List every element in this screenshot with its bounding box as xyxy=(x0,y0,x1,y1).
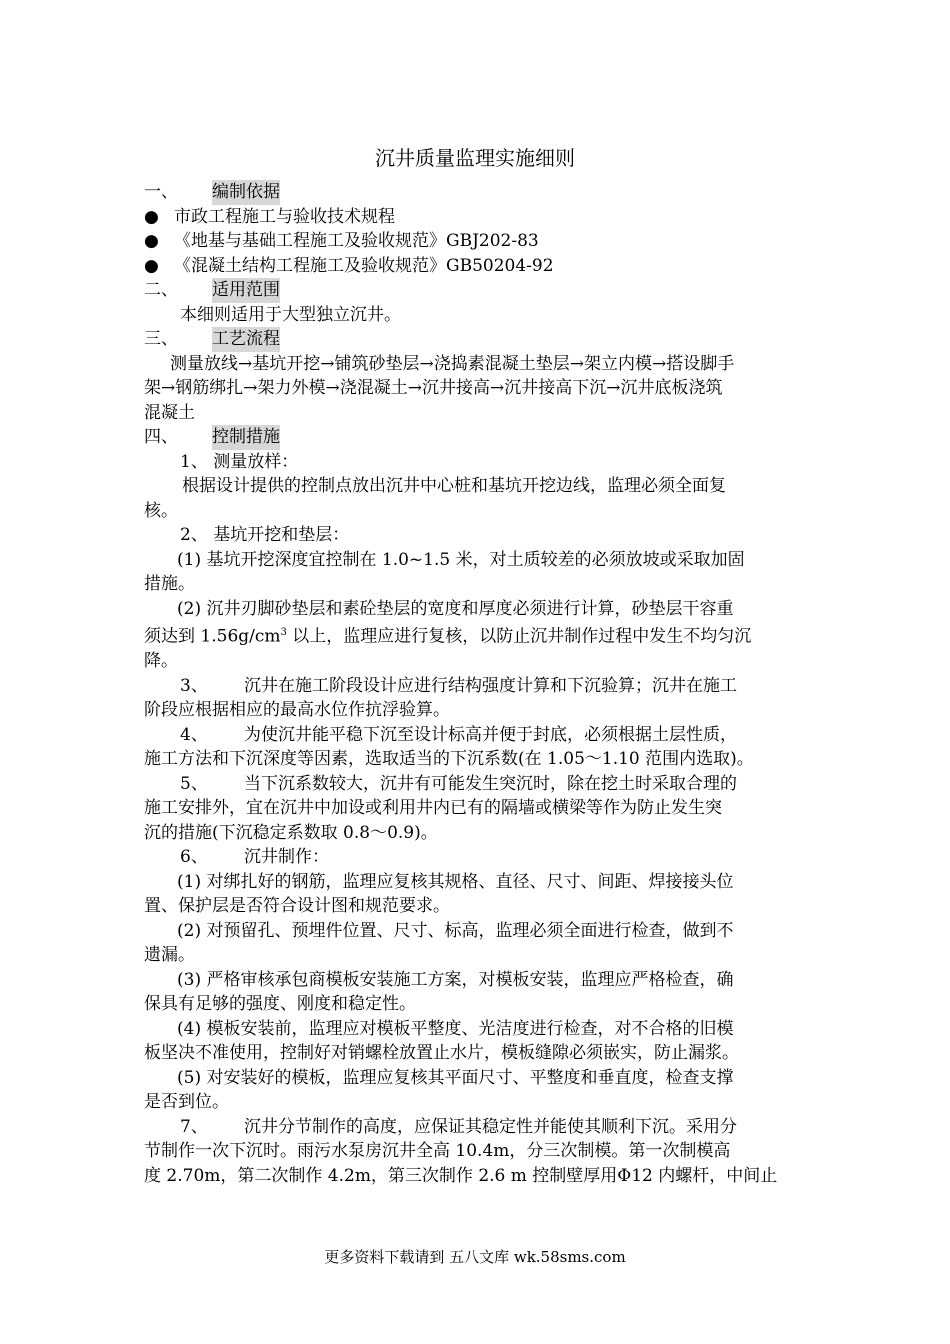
paragraph-line: (4) 模板安装前，监理应对模板平整度、光洁度进行检查，对不合格的旧模 xyxy=(177,1018,734,1039)
text-run: 须达到 1.56g/cm xyxy=(144,626,281,647)
paragraph-line: (2) 沉井刃脚砂垫层和素砼垫层的宽度和厚度必须进行计算，砂垫层干容重 xyxy=(177,598,734,619)
paragraph-line: (1) 对绑扎好的钢筋，监理应复核其规格、直径、尺寸、间距、焊接接头位 xyxy=(177,871,734,892)
section-title: 编制依据 xyxy=(212,180,280,205)
item-number: 7、 xyxy=(180,1116,208,1137)
text-run: 沉井制作： xyxy=(244,847,329,868)
flow-text-line: 混凝土 xyxy=(144,402,195,423)
flow-text-line: 架→钢筋绑扎→架力外模→浇混凝土→沉井接高→沉井接高下沉→沉井底板浇筑 xyxy=(144,378,723,398)
paragraph-line: 核。 xyxy=(144,500,178,521)
section-title: 工艺流程 xyxy=(212,327,280,352)
paragraph-line: 施工方法和下沉深度等因素，选取适当的下沉系数(在 1.05～1.10 范围内选取)。 xyxy=(144,749,754,770)
paragraph-line: 置、保护层是否符合设计图和规范要求。 xyxy=(144,896,450,917)
bullet-icon: ● xyxy=(144,206,159,227)
bullet-icon: ● xyxy=(144,231,159,251)
footer-text: 更多资料下载请到 五八文库 wk.58sms.com xyxy=(324,1248,626,1266)
item-number: 6、 xyxy=(180,847,208,868)
scope-text: 本细则适用于大型独立沉井。 xyxy=(180,304,401,325)
section-title: 适用范围 xyxy=(212,278,280,303)
paragraph-line xyxy=(144,621,810,649)
item-heading xyxy=(144,845,810,870)
section-number: 四、 xyxy=(144,427,178,447)
paragraph-line: 根据设计提供的控制点放出沉井中心桩和基坑开挖边线，监理必须全面复 xyxy=(182,476,726,496)
list-item-text: 《地基与基础工程施工及验收规范》GBJ202-83 xyxy=(174,231,539,251)
text-run: 为使沉井能平稳下沉至设计标高并便于封底，必须根据土层性质， xyxy=(244,724,737,745)
section-number: 三、 xyxy=(144,329,178,349)
flow-text-line: 测量放线→基坑开挖→铺筑砂垫层→浇捣素混凝土垫层→架立内模→搭设脚手 xyxy=(170,353,735,374)
list-item-text: 市政工程施工与验收技术规程 xyxy=(174,206,395,227)
item-heading xyxy=(144,674,810,699)
section-heading-flow xyxy=(144,327,810,352)
paragraph-line: (2) 对预留孔、预埋件位置、尺寸、标高，监理必须全面进行检查，做到不 xyxy=(177,920,734,941)
text-run: 以上，监理应进行复核，以防止沉井制作过程中发生不均匀沉 xyxy=(286,626,752,647)
paragraph-line: 沉的措施(下沉稳定系数取 0.8～0.9)。 xyxy=(144,822,438,843)
text-run: 当下沉系数较大，沉井有可能发生突沉时，除在挖土时采取合理的 xyxy=(244,773,737,794)
paragraph-line: 板坚决不准使用，控制好对销螺栓放置止水片，模板缝隙必须嵌实，防止漏浆。 xyxy=(144,1043,739,1064)
superscript: 3 xyxy=(280,627,287,638)
list-item xyxy=(144,229,810,254)
item-heading xyxy=(144,723,810,748)
item-heading xyxy=(144,1115,810,1140)
document-title: 沉井质量监理实施细则 xyxy=(375,146,575,170)
paragraph-line: (5) 对安装好的模板，监理应复核其平面尺寸、平整度和垂直度，检查支撑 xyxy=(177,1067,734,1088)
item-heading: 1、 测量放样： xyxy=(180,451,299,472)
list-item xyxy=(144,254,810,279)
text-run: 沉井在施工阶段设计应进行结构强度计算和下沉验算；沉井在施工 xyxy=(244,675,737,696)
paragraph-line: 施工安排外，宜在沉井中加设或利用井内已有的隔墙或横梁等作为防止发生突 xyxy=(144,798,722,819)
section-number: 二、 xyxy=(144,280,178,300)
item-number: 5、 xyxy=(180,773,208,794)
paragraph-line: 措施。 xyxy=(144,574,195,594)
bullet-icon: ● xyxy=(144,255,159,276)
section-title: 控制措施 xyxy=(212,425,280,450)
list-item xyxy=(144,205,810,230)
text-run: 沉井分节制作的高度，应保证其稳定性并能使其顺利下沉。采用分 xyxy=(244,1116,737,1137)
paragraph-line: 遗漏。 xyxy=(144,945,195,966)
paragraph-line: 是否到位。 xyxy=(144,1092,229,1113)
paragraph-line: (1) 基坑开挖深度宜控制在 1.0~1.5 米，对土质较差的必须放坡或采取加固 xyxy=(177,549,745,570)
paragraph-line: 阶段应根据相应的最高水位作抗浮验算。 xyxy=(144,700,450,721)
paragraph-line: (3) 严格审核承包商模板安装施工方案，对模板安装，监理应严格检查，确 xyxy=(177,969,734,990)
document-body xyxy=(144,180,810,1188)
section-number: 一、 xyxy=(144,182,178,202)
paragraph-line: 保具有足够的强度、刚度和稳定性。 xyxy=(144,994,416,1015)
paragraph-line: 降。 xyxy=(144,651,178,672)
item-heading: 2、 基坑开挖和垫层： xyxy=(180,525,350,545)
list-item-text: 《混凝土结构工程施工及验收规范》GB50204-92 xyxy=(174,255,554,276)
paragraph-line: 节制作一次下沉时。雨污水泵房沉井全高 10.4m，分三次制模。第一次制模高 xyxy=(144,1141,731,1162)
section-heading-scope xyxy=(144,278,810,303)
item-number: 4、 xyxy=(180,724,208,745)
section-heading-control xyxy=(144,425,810,450)
item-heading xyxy=(144,772,810,797)
item-number: 3、 xyxy=(180,675,208,696)
section-heading-basis xyxy=(144,180,810,205)
paragraph-line: 度 2.70m，第二次制作 4.2m，第三次制作 2.6 m 控制壁厚用Φ12 内螺杆，中间止 xyxy=(144,1165,778,1186)
